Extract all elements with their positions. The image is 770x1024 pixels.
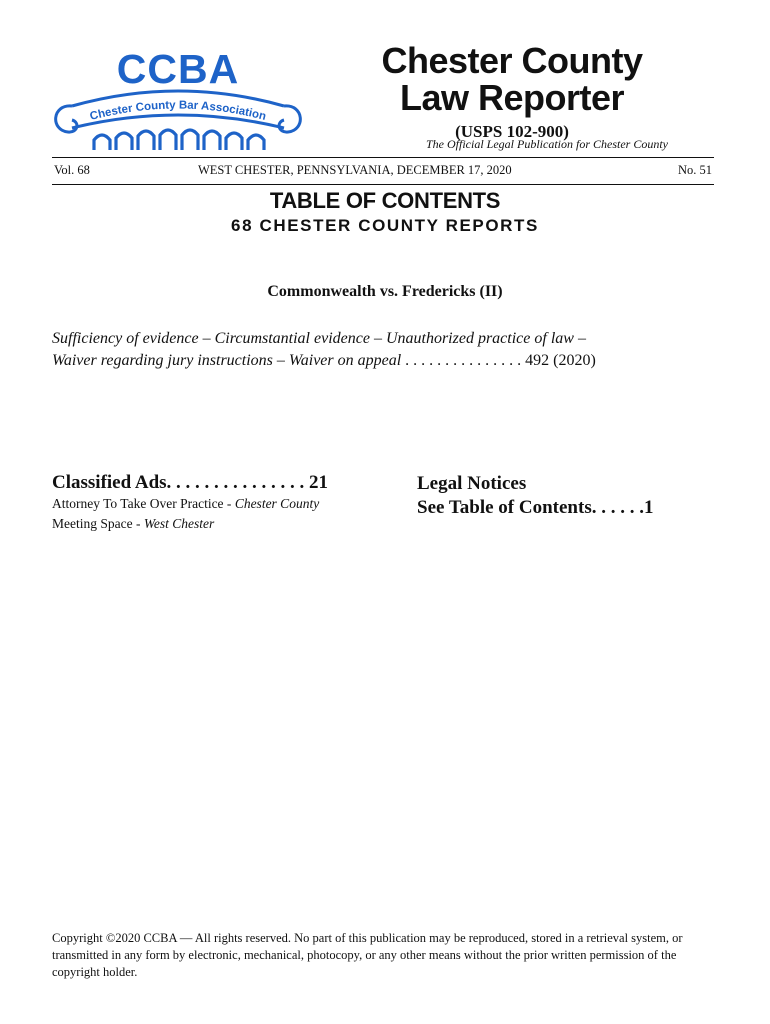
classified-item (52, 494, 402, 514)
publication-title-block (336, 42, 688, 142)
classified-item-location: West Chester (143, 516, 215, 531)
logo-acronym: CCBA (116, 46, 240, 92)
classified-item-title: Attorney To Take Over Practice - (52, 496, 235, 511)
case-desc-line2-text: Waiver regarding jury instructions – Waiver on appeal (52, 352, 402, 369)
publication-title-line1: Chester County (381, 40, 643, 81)
case-name: Commonwealth vs. Fredericks (II) (267, 283, 503, 300)
classified-item-location: Chester County (234, 496, 320, 511)
copyright-notice: Copyright ©2020 CCBA — All rights reserved. No part of this publication may be reproduced, stored in a retrieval system, or transmitted in any form by electronic, mechanical, photocopy, or any other means without the prior written permission of the copyright holder. (52, 931, 683, 979)
legal-notices-section (417, 472, 717, 520)
classified-item-title: Meeting Space - (52, 516, 144, 531)
legal-notices-heading: Legal Notices (417, 473, 527, 494)
toc-subtitle: 68 CHESTER COUNTY REPORTS (231, 216, 539, 235)
case-description (52, 328, 714, 372)
legal-notices-subheading: See Table of Contents. . . . . .1 (417, 497, 654, 518)
logo-org-name: Chester County Bar Association (88, 99, 268, 123)
case-desc-line2 (52, 350, 714, 372)
ccba-logo (50, 46, 310, 156)
arches-icon (94, 130, 264, 150)
usps-number: (USPS 102-900) (455, 122, 569, 141)
case-leader-dots: . . . . . . . . . . . . . . . (401, 352, 526, 369)
issue-number: No. 51 (677, 163, 712, 177)
case-page-ref: 492 (2020) (525, 352, 596, 369)
publication-title-line2: Law Reporter (399, 77, 625, 118)
classified-section (52, 472, 402, 534)
toc-title: TABLE OF CONTENTS (269, 188, 501, 213)
classified-heading: Classified Ads. . . . . . . . . . . . . . . 21 (52, 472, 329, 493)
volume-label: Vol. 68 (54, 163, 90, 177)
classified-item (52, 514, 402, 534)
publication-tagline: The Official Legal Publication for Chester County (426, 137, 668, 151)
dateline: WEST CHESTER, PENNSYLVANIA, DECEMBER 17, 2020 (198, 163, 512, 177)
masthead-bar (52, 157, 714, 185)
case-desc-line1: Sufficiency of evidence – Circumstantial evidence – Unauthorized practice of law – (52, 330, 586, 347)
